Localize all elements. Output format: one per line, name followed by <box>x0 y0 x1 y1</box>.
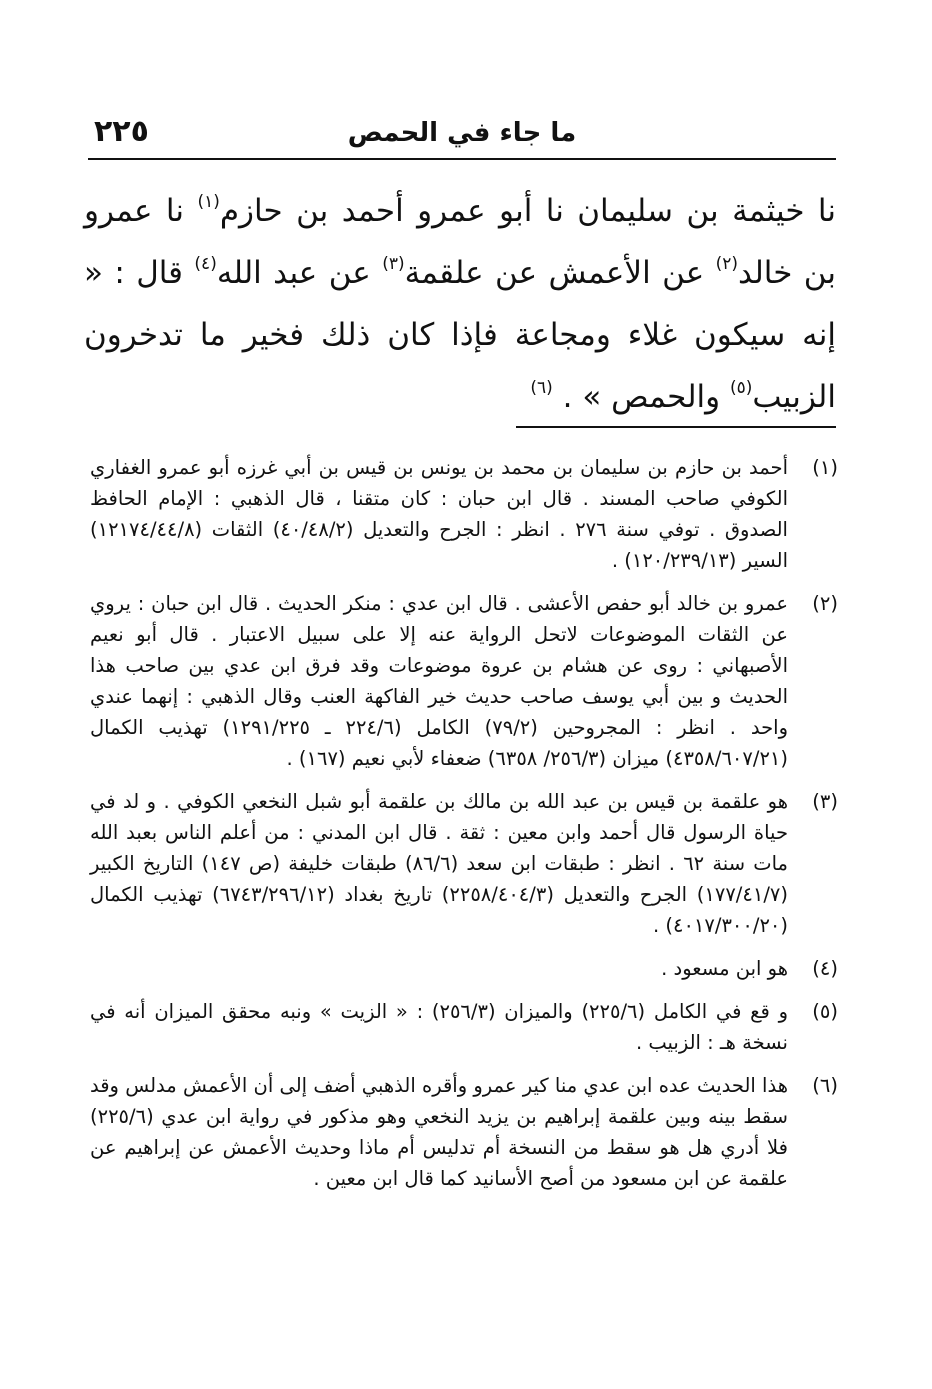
footnote-text: هو علقمة بن قيس بن عبد الله بن مالك بن علقمة أبو شبل النخعي الكوفي . و لد في حياة الرسول قال أحمد وابن معين : ثقة . قال ابن المدني : من أعلم الناس بعبد الله مات سنة ٦٢ . انظر : طبقات ابن سعد (٨٦/٦) طبقات خليفة (ص ١٤٧) التاريخ الكبير (١٧٧/٤١/٧) الجرح والتعديل (٢٢٥٨/٤٠٤/٣) تاريخ بغداد (٦٧٤٣/٢٩٦/١٢) تهذيب الكمال (٤٠١٧/٣٠٠/٢٠) . <box>90 790 788 937</box>
footnote <box>90 996 838 1058</box>
main-text-segment: نا عمرو بن خالد <box>84 193 836 291</box>
main-hadith-text <box>84 180 836 428</box>
footnote-ref: (١) <box>197 192 220 212</box>
footnote-number: (١) <box>812 456 838 479</box>
footnote-text: أحمد بن حازم بن سليمان بن محمد بن يونس بن قيس بن أبي غرزه أبو عمرو الغفاري الكوفي صاحب المسند . قال ابن حبان : كان متقنا ، قال الذهبي : الإمام الحافظ الصدوق . توفي سنة ٢٧٦ . انظر : الجرح والتعديل (٤٠/٤٨/٢) الثقات (١٢١٧٤/٤٤/٨) السير (١٢٠/٢٣٩/١٣) . <box>90 456 788 572</box>
footnote-ref: (٤) <box>194 254 217 274</box>
footnote-ref: (٣) <box>382 254 405 274</box>
footnote-number: (٦) <box>812 1074 838 1097</box>
footnote <box>90 786 838 941</box>
footnote <box>90 953 838 984</box>
footnote-number: (٣) <box>812 790 838 813</box>
footnote-ref: (٥) <box>729 378 753 398</box>
footnote <box>90 452 838 576</box>
footnote <box>90 588 838 774</box>
page-number: ٢٢٥ <box>94 114 149 149</box>
footnote-number: (٥) <box>812 1000 838 1023</box>
footnote <box>90 1070 838 1194</box>
page-header <box>88 110 836 160</box>
footnote-separator <box>516 426 836 428</box>
footnotes <box>90 452 838 1206</box>
running-title: ما جاء في الحمص <box>347 118 577 148</box>
footnote-text: و قع في الكامل (٢٢٥/٦) والميزان (٢٥٦/٣) : « الزيت » ونبه محقق الميزان أنه في نسخة هـ : الزبيب . <box>90 1000 788 1054</box>
footnote-text: هذا الحديث عده ابن عدي منا كير عمرو وأقره الذهبي أضف إلى أن الأعمش مدلس وقد سقط بينه وبين علقمة إبراهيم بن يزيد النخعي وهو مذكور في رواية ابن عدي (٢٢٥/٦) فلا أدري هل هو سقط من النسخة أم تدليس أم ماذا وحديث الأعمش عن إبراهيم عن علقمة عن ابن مسعود من أصح الأسانيد كما قال ابن معين . <box>90 1074 788 1190</box>
footnote-number: (٤) <box>812 957 838 980</box>
footnote-text: عمرو بن خالد أبو حفص الأعشى . قال ابن عدي : منكر الحديث . قال ابن حبان : يروي عن الثقات الموضوعات لاتحل الرواية عنه إلا على سبيل الاعتبار . قال أبو نعيم الأصبهاني : روى عن هشام بن عروة موضوعات وقد فرق ابن عدي بين صاحب هذا الحديث و بين أبي يوسف صاحب حديث خير الفاكهة العنب وقال الذهبي : إنهما عندي واحد . انظر : المجروحين (٧٩/٢) الكامل (٢٢٤/٦ ـ ١٢٩١/٢٢٥) تهذيب الكمال (٤٣٥٨/٦٠٧/٢١) ميزان (٢٥٦/٣/ ٦٣٥٨) ضعفاء لأبي نعيم (١٦٧) . <box>90 592 788 770</box>
main-text-segment: قال : « إنه سيكون غلاء ومجاعة فإذا كان ذلك فخير ما تدخرون الزبيب <box>84 255 836 415</box>
footnote-ref: (٢) <box>715 254 739 274</box>
main-text-segment: والحمص » . <box>562 379 730 415</box>
main-text-segment: نا خيثمة بن سليمان نا أبو عمرو أحمد بن حازم <box>219 193 836 229</box>
footnote-ref: (٦) <box>530 378 553 398</box>
footnote-text: هو ابن مسعود . <box>661 957 788 980</box>
main-text-segment: عن عبد الله <box>216 255 383 291</box>
main-text-segment: عن الأعمش عن علقمة <box>404 255 716 291</box>
footnote-number: (٢) <box>812 592 838 615</box>
